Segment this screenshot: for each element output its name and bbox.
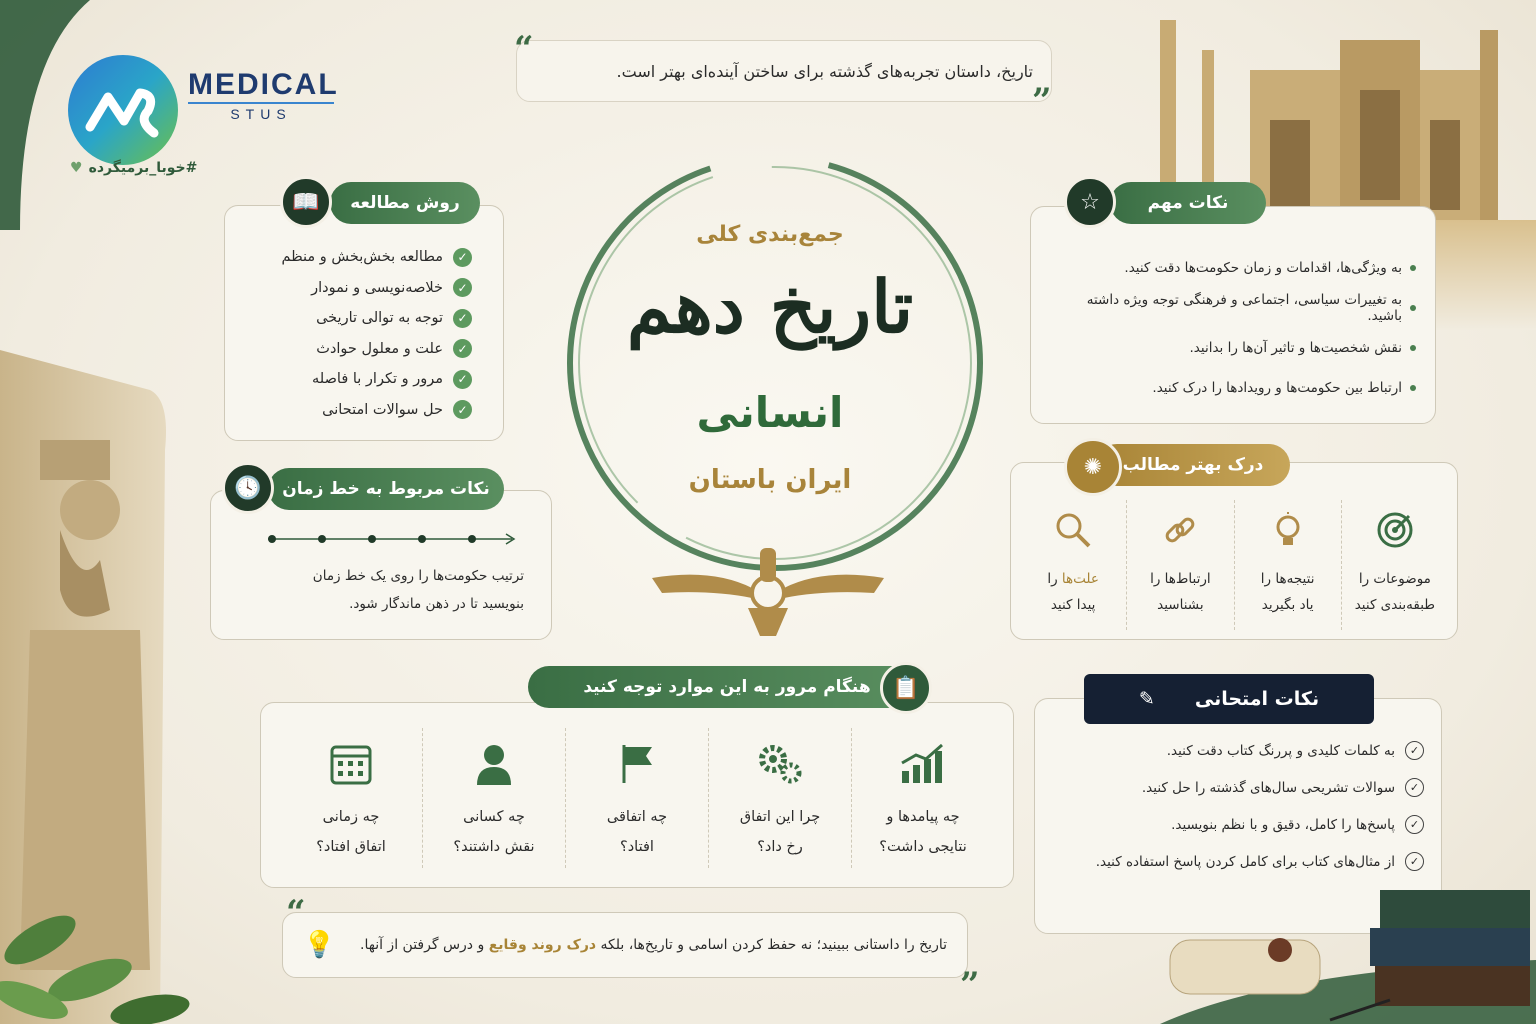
title-circle [540, 148, 1010, 578]
chart-icon [898, 738, 948, 788]
hashtag [70, 160, 197, 176]
search-icon [1051, 508, 1095, 552]
flag-icon [612, 738, 662, 788]
list-item: ارتباط بین حکومت‌ها و رویدادها را درک کنید. [1050, 368, 1416, 408]
page-title: تاریخ دهم [626, 264, 914, 349]
title-small: جمع‌بندی کلی [696, 222, 844, 247]
person-icon [469, 738, 519, 788]
study-method-list [240, 242, 472, 425]
check-icon: ✓ [1405, 852, 1424, 871]
list-item: ✓ سوالات تشریحی سال‌های گذشته را حل کنید. [1048, 769, 1424, 806]
list-item: ✓ از مثال‌های کتاب برای کامل کردن پاسخ استفاده کنید. [1048, 843, 1424, 880]
title-era: ایران باستان [688, 465, 852, 495]
book-icon: 📖 [280, 176, 332, 228]
brand-sub: STUS [188, 102, 334, 122]
top-quote-text: تاریخ، داستان تجربه‌های گذشته برای ساختن آینده‌ای بهتر است. [616, 61, 1033, 81]
list-item: ✓ مطالعه بخش‌بخش و منظم [240, 242, 472, 273]
review-cell: چرا این اتفاق رخ داد؟ [708, 728, 851, 868]
review-cell: چه پیامدها و نتایجی داشت؟ [851, 728, 994, 868]
list-item: ✓ علت و معلول حوادث [240, 334, 472, 365]
bullet-icon [1410, 305, 1416, 311]
brand-logo-icon [68, 55, 178, 165]
list-item: ✓ حل سوالات امتحانی [240, 395, 472, 426]
bullet-icon [1410, 345, 1416, 351]
check-icon: ✓ [453, 248, 472, 267]
list-item: ✓ خلاصه‌نویسی و نمودار [240, 273, 472, 304]
bullet-icon [1410, 385, 1416, 391]
link-icon [1158, 508, 1202, 552]
review-cell: چه کسانی نقش داشتند؟ [422, 728, 565, 868]
check-icon: ✓ [453, 278, 472, 297]
heart-icon: ♥ [70, 160, 83, 176]
clock-icon: 🕓 [222, 462, 274, 514]
check-icon: ✓ [1405, 778, 1424, 797]
title-sub: انسانی [696, 388, 844, 437]
target-icon [1373, 508, 1417, 552]
books-and-scroll-image [1160, 850, 1536, 1024]
tip-cell: ارتباط‌ها را بشناسید [1126, 500, 1233, 630]
list-item: ✓ به کلمات کلیدی و پررنگ کتاب دقت کنید. [1048, 732, 1424, 769]
review-cell: چه اتفاقی افتاد؟ [565, 728, 708, 868]
check-icon: ✓ [453, 339, 472, 358]
review-header: هنگام مرور به این موارد توجه کنید [528, 666, 926, 708]
faravahar-icon [652, 538, 884, 638]
open-quote-icon: “ [514, 29, 534, 69]
hashtag-text: #خوبا_برمیگرده [88, 160, 198, 176]
tip-cell: موضوعات را طبقه‌بندی کنید [1341, 500, 1448, 630]
list-item: ✓ مرور و تکرار با فاصله [240, 364, 472, 395]
open-quote-icon: “ [286, 893, 306, 933]
brand-name: MEDICAL [188, 68, 339, 101]
better-understanding-grid [1020, 500, 1448, 630]
bulb-icon [1266, 508, 1310, 552]
timeline-text: ترتیب حکومت‌ها را روی یک خط زمان بنویسید تا در ذهن ماندگار شود. [312, 568, 524, 612]
list-item: ✓ توجه به توالی تاریخی [240, 303, 472, 334]
review-cell: چه زمانی اتفاق افتاد؟ [280, 728, 422, 868]
important-notes-list [1050, 248, 1416, 408]
gears-icon [755, 738, 805, 788]
timeline-header: نکات مربوط به خط زمان [268, 468, 504, 510]
check-icon: ✓ [1405, 815, 1424, 834]
bulb-icon: 💡 [303, 930, 336, 960]
star-icon: ☆ [1064, 176, 1116, 228]
list-item: نقش شخصیت‌ها و تاثیر آن‌ها را بدانید. [1050, 328, 1416, 368]
clipboard-icon: 📋 [880, 662, 932, 714]
study-method-header: روش مطالعه [330, 182, 480, 224]
plant-decoration [0, 820, 240, 1024]
check-icon: ✓ [453, 370, 472, 389]
important-notes-header: نکات مهم [1110, 182, 1266, 224]
timeline-line [262, 530, 520, 548]
review-grid [280, 728, 994, 868]
check-icon: ✓ [1405, 741, 1424, 760]
list-item: به تغییرات سیاسی، اجتماعی و فرهنگی توجه ویژه داشته باشید. [1050, 288, 1416, 328]
bottom-tip: تاریخ را داستانی ببینید؛ نه حفظ کردن اسامی و تاریخ‌ها، بلکه درک روند وقایع و درس گرفتن از آنها. 💡 [282, 912, 968, 978]
list-item: ✓ پاسخ‌ها را کامل، دقیق و با نظم بنویسید. [1048, 806, 1424, 843]
tip-cell: نتیجه‌ها را یاد بگیرید [1234, 500, 1341, 630]
check-icon: ✓ [453, 309, 472, 328]
tip-cell: علت‌ها را پیدا کنید [1020, 500, 1126, 630]
exam-tips-header: نکات امتحانی ✎ [1084, 674, 1374, 724]
pencil-icon: ✎ [1138, 688, 1155, 710]
top-quote [516, 40, 1052, 102]
list-item: به ویژگی‌ها، اقدامات و زمان حکومت‌ها دقت کنید. [1050, 248, 1416, 288]
close-quote-icon: ” [960, 965, 980, 1005]
calendar-icon [326, 738, 376, 788]
better-understanding-header: درک بهتر مطالب [1096, 444, 1290, 486]
check-icon: ✓ [453, 400, 472, 419]
close-quote-icon: ” [1032, 81, 1052, 121]
bullet-icon [1410, 265, 1416, 271]
brain-icon: ✺ [1064, 438, 1122, 496]
